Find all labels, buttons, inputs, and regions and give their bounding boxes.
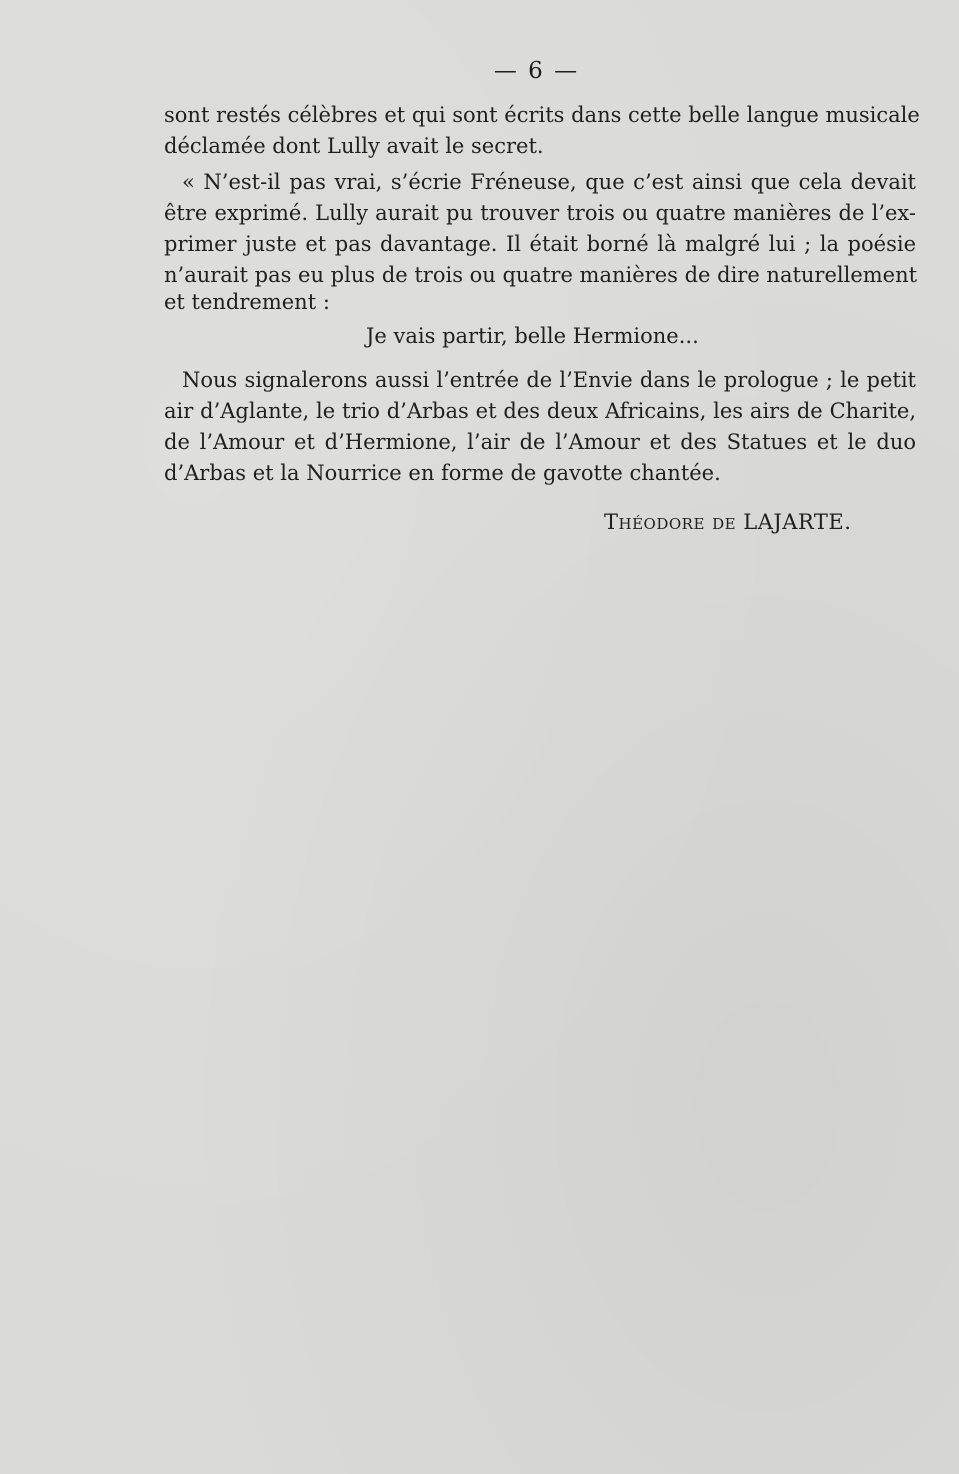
- verse-quote: Je vais partir, belle Hermione...: [366, 324, 699, 348]
- text-line: primer juste et pas davantage. Il était borné là malgré lui ; la poésie: [164, 232, 916, 256]
- text-line: d’Arbas et la Nourrice en forme de gavotte chantée.: [164, 461, 721, 485]
- page-number: — 6 —: [493, 58, 580, 84]
- text-line: déclamée dont Lully avait le secret.: [164, 134, 544, 158]
- text-line: air d’Aglante, le trio d’Arbas et des deux Africains, les airs de Charite,: [164, 399, 916, 423]
- text-line: n’aurait pas eu plus de trois ou quatre manières de dire naturellement: [164, 263, 918, 287]
- text-line: « N’est-il pas vrai, s’écrie Fréneuse, que c’est ainsi que cela devait: [182, 170, 916, 194]
- author-signature: [604, 507, 851, 537]
- text-line: et tendrement :: [164, 290, 330, 314]
- text-line: sont restés célèbres et qui sont écrits dans cette belle langue musicale: [164, 103, 920, 127]
- author-first-name: Théodore de: [604, 510, 737, 534]
- text-line: de l’Amour et d’Hermione, l’air de l’Amour et des Statues et le duo: [164, 430, 916, 454]
- author-last-name: LAJARTE.: [743, 510, 852, 534]
- text-line: être exprimé. Lully aurait pu trouver trois ou quatre manières de l’ex-: [164, 201, 916, 225]
- text-line: Nous signalerons aussi l’entrée de l’Envie dans le prologue ; le petit: [182, 368, 916, 392]
